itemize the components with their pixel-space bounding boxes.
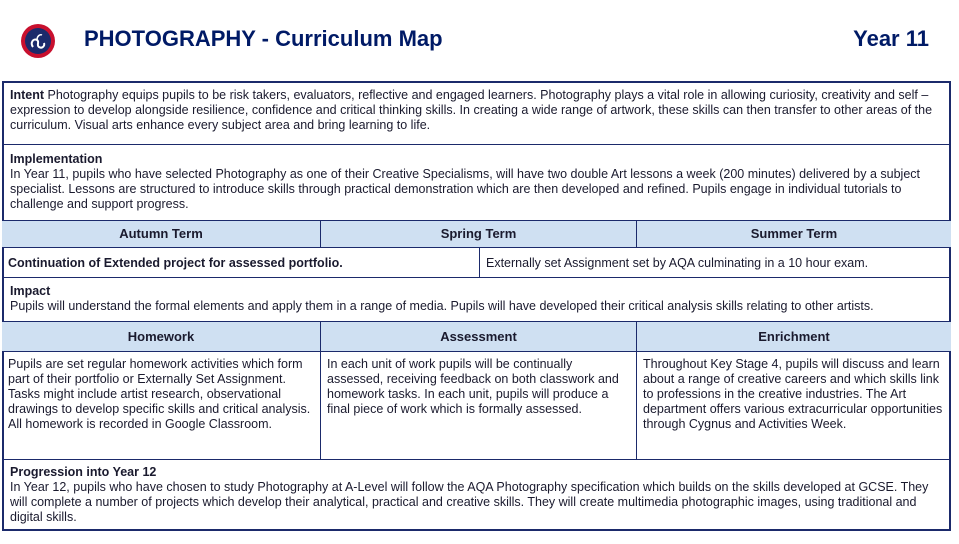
summer-term-header: Summer Term [750,226,838,241]
progression-label: Progression into Year 12 [10,465,157,479]
enrichment-text: Throughout Key Stage 4, pupils will discuss and learn about a range of creative careers and which skills link to professions in the creative industries. The Art department offers various extracurricular opportunities through Cygnus and Activities Week. [643,357,943,431]
details-content-row [2,352,951,460]
homework-text: Pupils are set regular homework activities which form part of their portfolio or Externally Set Assignment. Tasks might include artist research, observational drawings to develop specific skills and critical analysis. [8,357,311,416]
details-header-row [2,322,951,352]
spring-term-header: Spring Term [321,221,637,247]
assessment-text: In each unit of work pupils will be continually assessed, receiving feedback on both classwork and homework tasks. In each unit, pupils will produce a final piece of work which is formally assessed. [321,352,637,459]
page-title: PHOTOGRAPHY - Curriculum Map [84,26,443,51]
homework-header: Homework [2,322,321,351]
year-label: Year 11 [853,26,929,51]
assessment-header: Assessment [321,322,637,351]
intent-text: Photography equips pupils to be risk takers, evaluators, reflective and engaged learners. Photography plays a vital role in allowing curiosity, creativity and self –expression to develop alongside resilience, confidence and critical thinking skills. In creating a wide range of artwork, these skills can then transfer to other areas of the curriculum. Visual arts enhance every subject area and bring learning to life. [10,88,933,132]
summer-content: Externally set Assignment set by AQA culminating in a 10 hour exam. [486,256,869,270]
terms-content-row [2,248,951,278]
page-header [0,0,959,80]
implementation-label: Implementation [10,152,103,166]
autumn-spring-content: Continuation of Extended project for assessed portfolio. [2,248,480,277]
implementation-section [2,145,951,221]
homework-note: All homework is recorded in Google Classroom. [8,417,272,431]
progression-section [2,460,951,530]
autumn-term-header: Autumn Term [2,221,321,247]
terms-header-row [2,221,951,248]
intent-section [2,83,951,145]
school-crest-logo [20,23,56,59]
implementation-text: In Year 11, pupils who have selected Photography as one of their Creative Specialisms, will have two double Art lessons a week (200 minutes) delivered by a subject specialist. Lessons are structured to introduce skills through practical demonstration which are then developed and refined. Pupils engage in individual tutorials to challenge and support progress. [10,167,921,211]
intent-label: Intent [10,88,45,102]
enrichment-header: Enrichment [758,329,830,344]
impact-label: Impact [10,284,51,298]
impact-text: Pupils will understand the formal elements and apply them in a range of media. Pupils will have developed their critical analysis skills relating to other artists. [10,299,874,313]
impact-section [2,278,951,322]
homework-cell [2,352,321,459]
progression-text: In Year 12, pupils who have chosen to study Photography at A-Level will follow the AQA Photography specification which builds on the skills developed at GCSE. They will complete a number of projects which develop their analytical, practical and creative skills. They will create multimedia photographic images, using traditional and digital skills. [10,480,929,524]
